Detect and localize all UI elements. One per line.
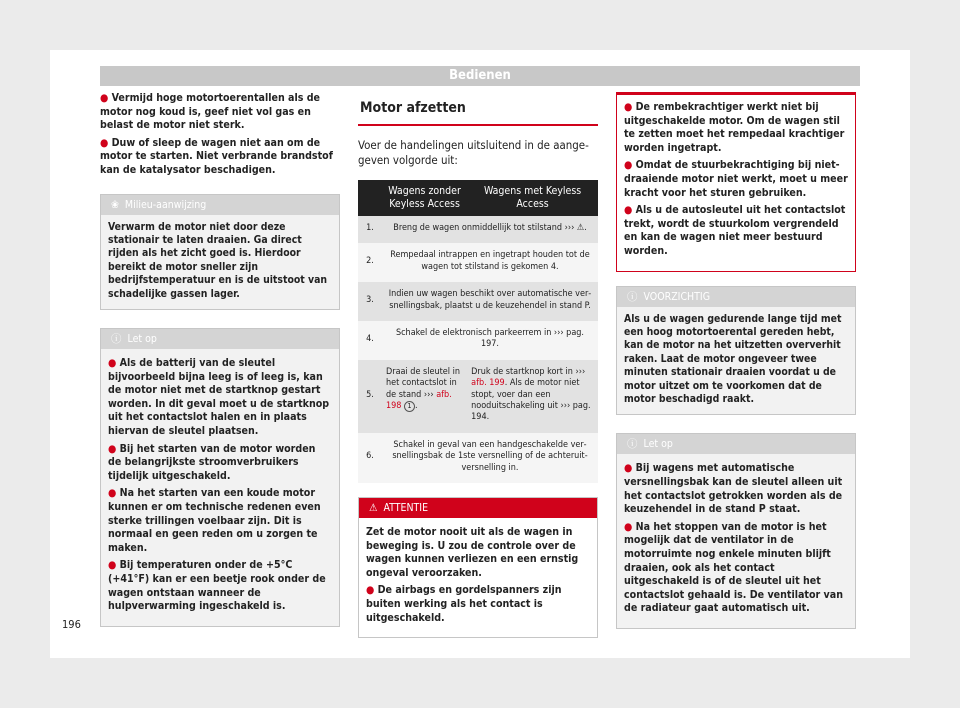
column-middle — [358, 92, 598, 638]
figure-reference[interactable]: afb. 198 — [386, 389, 452, 412]
letop-box — [100, 328, 340, 627]
voorzichtig-text: Als u de wagen gedurende lange tijd met een hoog motortoerental gereden hebt, kan de motor na het uitzetten oververhit raken. Laat de motor ongeveer twee minuten stationair draaien voordat u de motor uitzet om te voorkomen dat de motor beschadigd raakt. — [617, 307, 855, 415]
attentie-continued-box — [616, 92, 856, 272]
attentie-header: ⚠ ATTENTIE — [359, 498, 597, 518]
step-text: Breng de wagen onmiddellijk tot stilstand ››› ⚠. — [382, 216, 598, 243]
bullet-icon: ● — [624, 520, 636, 533]
voorzichtig-box — [616, 286, 856, 416]
bullet-icon: ● — [624, 462, 636, 475]
table-row — [358, 321, 598, 360]
attentie-box — [358, 497, 598, 638]
letop-header: ⓘ Let op — [101, 329, 339, 349]
bullet-item: ● Vermijd hoge motortoerentallen als de motor nog koud is, geef niet vol gas en belast de motor niet sterk. — [100, 92, 321, 132]
step-text: Indien uw wagen beschikt over automatische versnellingsbak, plaatst u de keuzehendel in stand P. — [382, 282, 598, 321]
table-header-cell: Wagens met Keyless Access — [467, 180, 598, 216]
step-text-without-keyless: Draai de sleutel in het contactslot in de stand ››› afb. 198 1 . — [382, 360, 467, 433]
step-text: Schakel de elektronisch parkeerrem in ››› pag. 197. — [382, 321, 598, 360]
figure-reference[interactable]: afb. 199 — [471, 378, 505, 389]
bullet-item: ● Bij het starten van de motor worden de belangrijkste stroomverbruikers tijdelijk uitgeschakeld. — [108, 442, 316, 482]
step-text: Rempedaal intrappen en ingetrapt houden tot de wagen tot stilstand is gekomen 4. — [382, 243, 598, 282]
milieu-box — [100, 194, 340, 310]
letop-body — [101, 349, 339, 626]
bullet-icon: ● — [366, 584, 378, 597]
table-row — [358, 360, 598, 433]
bullet-icon: ● — [108, 442, 120, 455]
bullet-icon: ● — [624, 101, 636, 113]
letop-body — [617, 454, 855, 628]
voorzichtig-header: ⓘ VOORZICHTIG — [617, 287, 855, 307]
table-header-cell: Wagens zonder Keyless Access — [382, 180, 467, 216]
step-number: 6. — [358, 433, 382, 483]
bullet-icon: ● — [108, 357, 120, 369]
position-marker: 1 — [404, 401, 415, 412]
bullet-item: ● De rembekrachtiger werkt niet bij uitgeschakelde motor. Om de wagen stil te zetten moet het rempedaal krachtiger worden ingetrapt. — [624, 101, 845, 154]
bullet-item: ● De airbags en gordelspanners zijn buiten werking als het contact is uitgeschakeld. — [366, 584, 562, 624]
info-icon: ⓘ — [627, 438, 638, 451]
flower-icon: ❀ — [111, 198, 119, 211]
column-left — [100, 92, 340, 627]
section-title: Motor afzetten — [358, 92, 598, 126]
attentie-continued-body — [617, 95, 855, 271]
attentie-item: Zet de motor nooit uit als de wagen in beweging is. U zou de controle over de wagen kunnen verliezen en een ernstig ongeval veroorzaken. — [366, 526, 579, 579]
milieu-text: Verwarm de motor niet door deze stationair te laten draaien. Ga direct rijden als het zicht goed is. Hierdoor bereikt de motor sneller zijn bedrijfstemperatuur en is de uitstoot van schadelijke gassen lager. — [101, 215, 339, 309]
column-right — [616, 92, 856, 629]
page — [50, 50, 910, 658]
bullet-icon: ● — [108, 487, 120, 500]
bullet-item: ● Na het stoppen van de motor is het mogelijk dat de ventilator in de motorruimte nog enkele minuten blijft draaien, ook als het contact uitgeschakeld is of de sleutel uit het contactslot gehaald is. De ventilator van de radiateur gaat automatisch uit. — [624, 520, 843, 615]
table-header-row — [358, 180, 598, 216]
letop-box — [616, 433, 856, 629]
bullet-icon: ● — [624, 159, 636, 172]
bullet-item: ● Na het starten van een koude motor kunnen er om technische redenen even sterke trillingen voelbaar zijn. Dit is normaal en geen reden om u zorgen te maken. — [108, 487, 321, 554]
bullet-item: ● Als de batterij van de sleutel bijvoorbeeld bijna leeg is of leeg is, kan de motor niet met de startknop gestart worden. In dit geval moet u de startknop uit het contactslot halen en in plaats hiervan de sleutel plaatsen. — [108, 357, 330, 437]
bullet-item: ● Bij wagens met automatische versnellingsbak kan de sleutel alleen uit het contactslot getrokken worden als de keuzehendel in de stand P staat. — [624, 462, 843, 516]
step-text: Schakel in geval van een handgeschakelde versnellingsbak de 1ste versnelling of de achteruitversnelling in. — [382, 433, 598, 483]
milieu-header: ❀ Milieu-aanwijzing — [101, 195, 339, 215]
steps-table — [358, 180, 598, 483]
step-number: 1. — [358, 216, 382, 243]
bullet-item: ● Duw of sleep de wagen niet aan om de motor te starten. Niet verbrande brandstof kan de katalysator beschadigen. — [100, 136, 333, 176]
table-header-cell — [358, 180, 382, 216]
bullet-icon: ● — [100, 92, 112, 104]
bullet-icon: ● — [108, 559, 120, 572]
intro-text: Voer de handelingen uitsluitend in de aangegeven volgorde uit: — [358, 138, 589, 167]
section-header: Bedienen — [100, 66, 860, 86]
bullet-item: ● Bij temperaturen onder de +5°C (+41°F) kan er een beetje rook onder de wagen ontstaan wanneer de hulpverwarming ingeschakeld is. — [108, 559, 326, 613]
attentie-body — [359, 518, 597, 637]
bullet-item: ● Als u de autosleutel uit het contactslot trekt, wordt de stuurkolom vergrendeld en kan de wagen niet meer bestuurd worden. — [624, 204, 846, 257]
step-number: 2. — [358, 243, 382, 282]
table-row — [358, 243, 598, 282]
bullet-icon: ● — [100, 136, 112, 149]
step-number: 4. — [358, 321, 382, 360]
warning-icon: ⚠ — [369, 502, 378, 515]
info-icon: ⓘ — [111, 333, 122, 345]
letop-header: ⓘ Let op — [617, 434, 855, 454]
table-row — [358, 216, 598, 243]
bullet-item: ● Omdat de stuurbekrachtiging bij niet-draaiende motor niet werkt, moet u meer kracht voor het sturen gebruiken. — [624, 159, 848, 199]
bullet-icon: ● — [624, 204, 636, 217]
caution-icon: ⓘ — [627, 290, 638, 303]
step-number: 5. — [358, 360, 382, 433]
table-row — [358, 282, 598, 321]
page-number: 196 — [62, 618, 81, 631]
step-number: 3. — [358, 282, 382, 321]
table-row — [358, 433, 598, 483]
step-text-with-keyless: Druk de startknop kort in ››› afb. 199. Als de motor niet stopt, voer dan een nooduitschakeling uit ››› pag. 194. — [467, 360, 598, 433]
